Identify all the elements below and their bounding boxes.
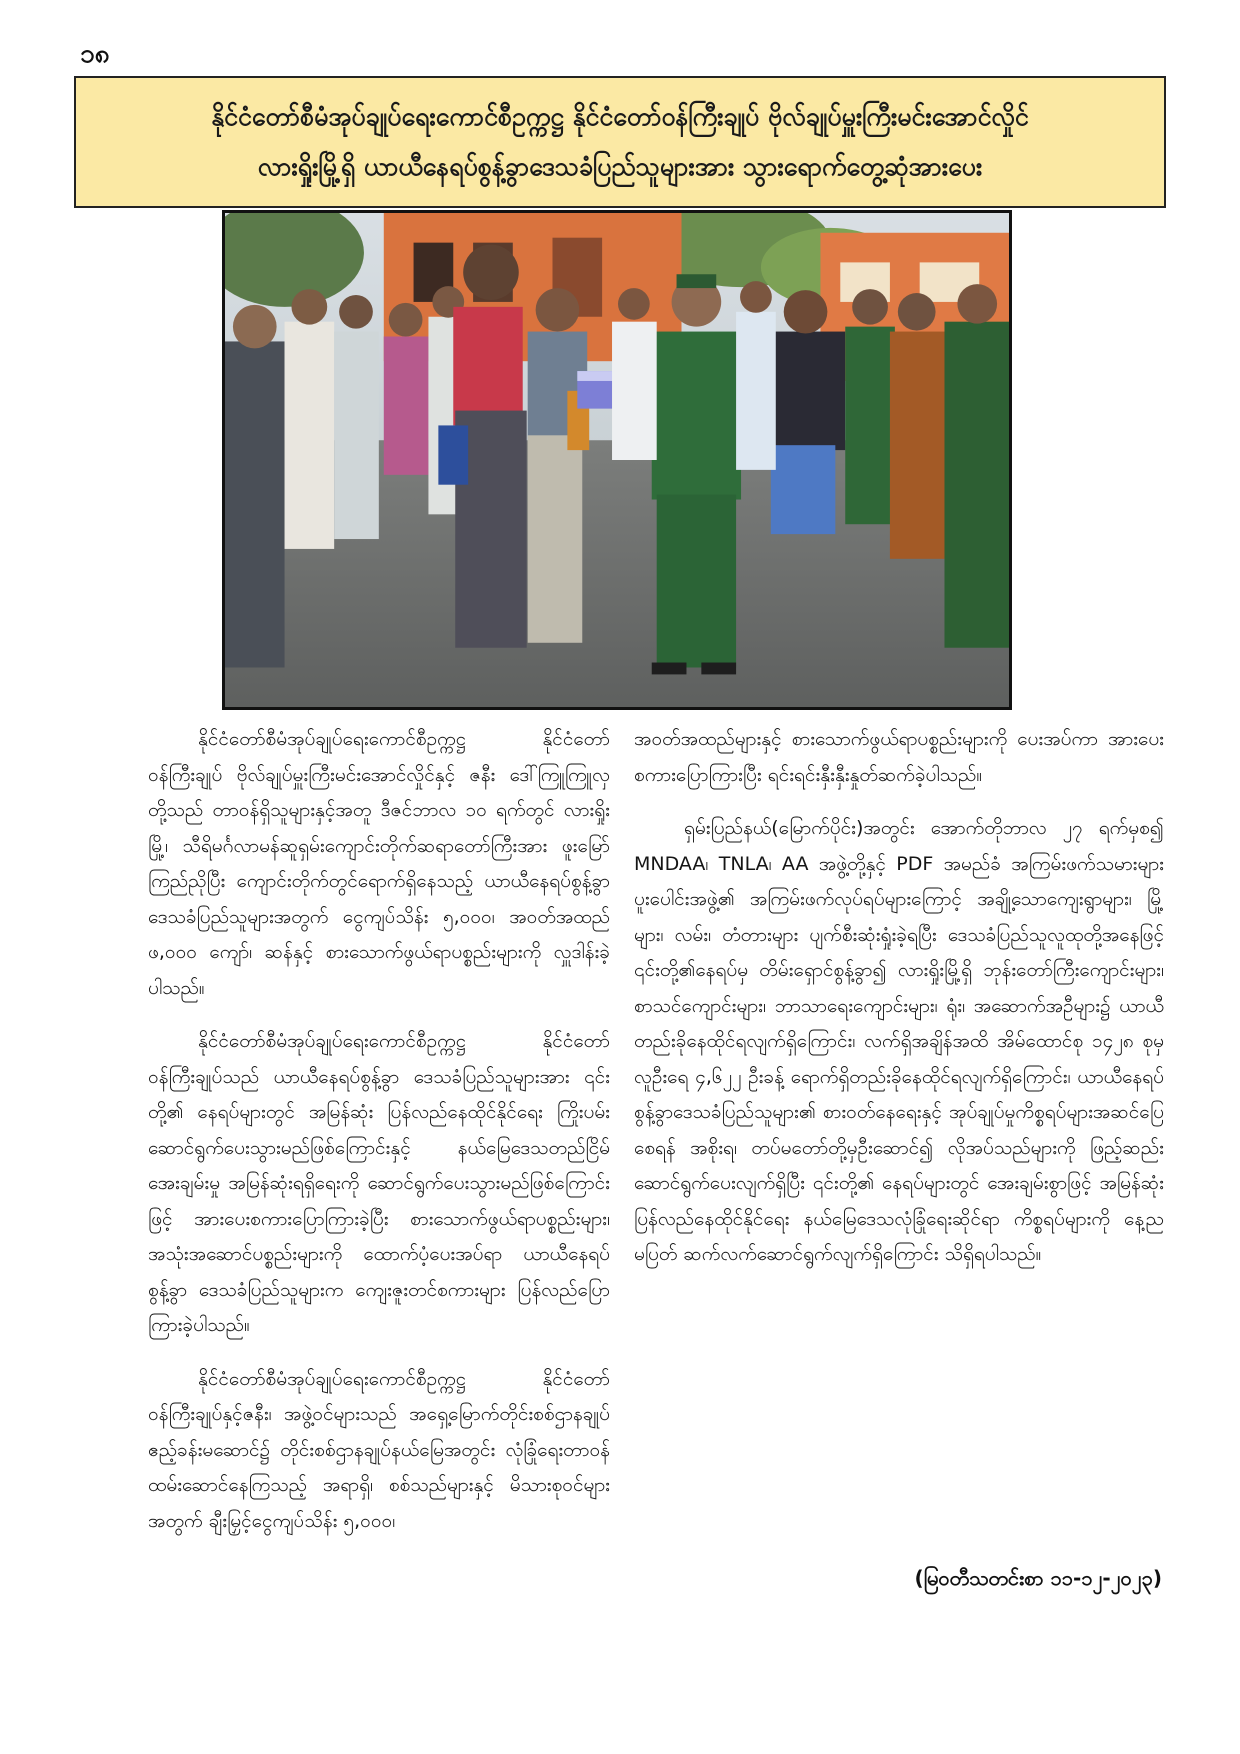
- headline-line-1: နိုင်ငံတော်စီမံအုပ်ချုပ်ရေးကောင်စီဥက္ကဋ္ဌ နိုင်ငံတော်ဝန်ကြီးချုပ် ဗိုလ်ချုပ်မှူးကြီးမင်းအောင်လှိုင်: [211, 102, 1029, 131]
- article-paragraph-4: ရှမ်းပြည်နယ်(မြောက်ပိုင်း)အတွင်း အောက်တိုဘာလ ၂၇ ရက်မှစ၍ MNDAA၊ TNLA၊ AA အဖွဲ့တို့နှင့် PDF အမည်ခံ အကြမ်းဖက်သမားများ ပူးပေါင်းအဖွဲ့၏ အကြမ်းဖက်လုပ်ရပ်များကြောင့် အချို့သောကျေးရွာများ၊ မြို့များ၊ လမ်း၊ တံတားများ ပျက်စီးဆုံးရှုံးခဲ့ရပြီး ဒေသခံပြည်သူလူထုတို့အနေဖြင့် ၎င်းတို့၏နေရပ်မှ တိမ်းရှောင်စွန့်ခွာ၍ လားရှိုးမြို့ရှိ ဘုန်းတော်ကြီးကျောင်းများ၊ စာသင်ကျောင်းများ၊ ဘာသာရေးကျောင်းများ၊ ရုံး၊ အဆောက်အဦများ၌ ယာယီတည်းခိုနေထိုင်ရလျက်ရှိကြောင်း၊ လက်ရှိအချိန်အထိ အိမ်ထောင်စု ၁၄၂၈ စုမှ လူဦးရေ ၄,၆၂၂ ဦးခန့် ရောက်ရှိတည်းခိုနေထိုင်ရလျက်ရှိကြောင်း၊ ယာယီနေရပ်စွန့်ခွာဒေသခံပြည်သူများ၏ စားဝတ်နေရေးနှင့် အုပ်ချုပ်မှုကိစ္စရပ်များအဆင်ပြေစေရန် အစိုးရ၊ တပ်မတော်တို့မှဦးဆောင်၍ လိုအပ်သည်များကို ဖြည့်ဆည်းဆောင်ရွက်ပေးလျက်ရှိပြီး ၎င်းတို့၏ နေရပ်များတွင် အေးချမ်းစွာဖြင့် အမြန်ဆုံးပြန်လည်နေထိုင်နိုင်ရေး နယ်မြေဒေသလုံခြုံရေးဆိုင်ရာ ကိစ္စရပ်များကို နေ့ညမပြတ် ဆက်လက်ဆောင်ရွက်လျက်ရှိကြောင်း သိရှိရပါသည်။: [634, 817, 1164, 1265]
- article-paragraph-1: နိုင်ငံတော်စီမံအုပ်ချုပ်ရေးကောင်စီဥက္ကဋ္ဌ နိုင်ငံတော်ဝန်ကြီးချုပ် ဗိုလ်ချုပ်မှူးကြီးမင်းအောင်လှိုင်နှင့် ဇနီး ဒေါ်ကြူကြူလှတို့သည် တာဝန်ရှိသူများနှင့်အတူ ဒီဇင်ဘာလ ၁၀ ရက်တွင် လားရှိုးမြို့၊ သီရိမင်္ဂလာမန်ဆူရှမ်းကျောင်းတိုက်ဆရာတော်ကြီးအား ဖူးမြော်ကြည်ညိုပြီး ကျောင်းတိုက်တွင်ရောက်ရှိနေသည့် ယာယီနေရပ်စွန့်ခွာဒေသခံပြည်သူများအတွက် ငွေကျပ်သိန်း ၅,၀၀၀၊ အဝတ်အထည် ဖ,၀၀၀ ကျော်၊ ဆန်နှင့် စားသောက်ဖွယ်ရာပစ္စည်းများကို လှူဒါန်းခဲ့ပါသည်။: [148, 728, 610, 999]
- page-number: ၁၈: [80, 39, 110, 69]
- article-paragraph-3-continued: အဝတ်အထည်များနှင့် စားသောက်ဖွယ်ရာပစ္စည်းများကို ပေးအပ်ကာ အားပေးစကားပြောကြားပြီး ရင်းရင်းနှီးနှီးနှုတ်ဆက်ခဲ့ပါသည်။: [634, 728, 1164, 786]
- news-source-credit: (မြဝတီသတင်းစာ ၁၁-၁၂-၂၀၂၃): [914, 1566, 1162, 1590]
- news-photo: [222, 210, 1012, 710]
- left-column: [148, 722, 610, 1557]
- article-paragraph-2: နိုင်ငံတော်စီမံအုပ်ချုပ်ရေးကောင်စီဥက္ကဋ္ဌ နိုင်ငံတော်ဝန်ကြီးချုပ်သည် ယာယီနေရပ်စွန့်ခွာ ဒေသခံပြည်သူများအား ၎င်းတို့၏ နေရပ်များတွင် အမြန်ဆုံး ပြန်လည်နေထိုင်နိုင်ရေး ကြိုးပမ်းဆောင်ရွက်ပေးသွားမည်ဖြစ်ကြောင်းနှင့် နယ်မြေဒေသတည်ငြိမ်အေးချမ်းမှု အမြန်ဆုံးရရှိရေးကို ဆောင်ရွက်ပေးသွားမည်ဖြစ်ကြောင်းဖြင့် အားပေးစကားပြောကြားခဲ့ပြီး စားသောက်ဖွယ်ရာပစ္စည်းများ၊ အသုံးအဆောင်ပစ္စည်းများကို ထောက်ပံ့ပေးအပ်ရာ ယာယီနေရပ်စွန့်ခွာ ဒေသခံပြည်သူများက ကျေးဇူးတင်စကားများ ပြန်လည်ပြောကြားခဲ့ပါသည်။: [148, 1030, 610, 1336]
- article-paragraph-3: နိုင်ငံတော်စီမံအုပ်ချုပ်ရေးကောင်စီဥက္ကဋ္ဌ နိုင်ငံတော်ဝန်ကြီးချုပ်နှင့်ဇနီး၊ အဖွဲ့ဝင်များသည် အရှေ့မြောက်တိုင်းစစ်ဌာနချုပ် ဧည့်ခန်းမဆောင်၌ တိုင်းစစ်ဌာနချုပ်နယ်မြေအတွင်း လုံခြုံရေးတာဝန်ထမ်းဆောင်နေကြသည့် အရာရှိ၊ စစ်သည်များနှင့် မိသားစုဝင်များအတွက် ချီးမြှင့်ငွေကျပ်သိန်း ၅,၀၀၀၊: [148, 1367, 610, 1532]
- photo-illustration: [225, 213, 1009, 707]
- headline-line-2: လားရှိုးမြို့ရှိ ယာယီနေရပ်စွန့်ခွာဒေသခံပြည်သူများအား သွားရောက်တွေ့ဆုံအားပေး: [257, 152, 983, 181]
- headline-box: [74, 76, 1166, 208]
- right-column: [634, 722, 1164, 1291]
